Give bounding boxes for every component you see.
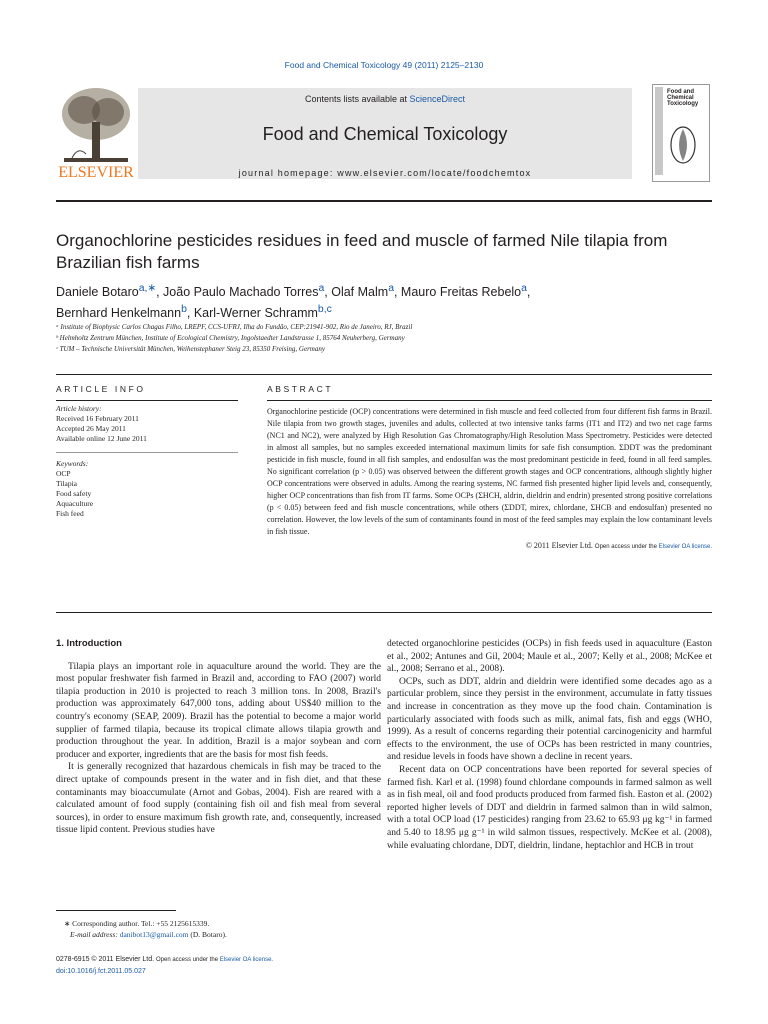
journal-citation[interactable]: Food and Chemical Toxicology 49 (2011) 2125–2130	[284, 60, 484, 70]
paragraph: It is generally recognized that hazardous chemicals in fish may be traced to the direct uptake of compounds present in the water and in fish diet, and that these contaminants may bioaccumulate (Arnot and Gobas, 2004). Fish are reared with a calculated amount of food supply (containing fish oil and fish meal from several sources), in order to ensure maximum fish growth rate, and, consequently, increased tissue lipid content. Previous studies have	[56, 762, 381, 836]
issn-line: 0278-6915 © 2011 Elsevier Ltd. Open access under the Elsevier OA license.	[56, 956, 274, 963]
journal-title: Food and Chemical Toxicology	[262, 124, 508, 144]
abstract-copyright: © 2011 Elsevier Ltd. Open access under the Elsevier OA license.	[525, 541, 712, 550]
abstract-text: Organochlorine pesticide (OCP) concentrations were determined in fish muscle and feed collected from four different fish farms in Brazil. Nile tilapia from two growth stages, juveniles and adults, collected at two intensive tanks farms (IT1 and IT2) and two net cage farms (NC1 and NC2), were analyzed by High Resolution Gas Chromatography/High Resolution Mass Spectrometry. Pesticides were detected in almost all samples, but no samples exceeded international maximum limits for safe fish consumption. ΣDDT was the predominant pesticide in fish muscle, found in all fish samples, and endosulfan was the most predominant pesticide in feed, found in all feed samples. No significant correlation (p > 0.05) was observed between the different growth stages and OCP concentrations, although slightly higher OCP concentrations were observed in adults. Among the rearing systems, NC farmed fish presented higher lipid levels and, consequently, higher OCP concentrations than fish from IT farms. Some OCPs (ΣHCH, aldrin, dieldrin and endrin) presented strong positive correlations (p < 0.05) between feed and fish muscle concentrations, while others (ΣDDT, mirex, chlordane, ΣHCB and endosulfan) presented no correlation. However, the low levels of the sum of contaminants found in most of the feed samples may explain the low contaminant levels in fish tissue.	[267, 407, 712, 536]
abstract	[267, 406, 712, 553]
divider	[56, 452, 238, 453]
paragraph: OCPs, such as DDT, aldrin and dieldrin were identified some decades ago as a particular problem, since they persist in the environment, accumulate in fatty tissues and increase in concentration as they move up the food chain. Contamination is particularly associated with foods such as milk, animal fats, fish and eggs (WHO, 1999). As a result of concerns regarding their potential carcinogenicity and harmful effects to the environment, the use of OCPs has been restricted in many countries, and residue levels in foods have shown a decline in recent years.	[387, 676, 712, 763]
keyword-item: OCP	[56, 469, 71, 478]
author-affil-sup[interactable]: a	[318, 283, 325, 294]
header-rule	[56, 200, 712, 202]
article-info-rule	[56, 400, 238, 401]
author-affil-sup[interactable]: a	[521, 283, 527, 294]
footnote-rule	[56, 910, 176, 911]
affiliation-item: ᵇ Helmholtz Zentrum München, Institute of Ecological Chemistry, Ingolstaedter Landstrasse 1, 85764 Neuherberg, Germany	[56, 334, 405, 342]
history-item: Available online 12 June 2011	[56, 434, 147, 443]
cover-title: Food and Chemical Toxicology	[667, 89, 699, 107]
journal-banner	[138, 88, 632, 179]
keyword-item: Aquaculture	[56, 499, 94, 508]
bottom-imprint	[56, 954, 273, 977]
article-info	[56, 404, 238, 519]
intro-left-column	[56, 638, 381, 837]
author-affil-sup[interactable]: b	[181, 304, 187, 316]
intro-heading: 1. Introduction	[56, 638, 122, 649]
article-info-heading: ARTICLE INFO	[56, 384, 146, 394]
oa-license-link[interactable]: Elsevier OA license.	[219, 957, 274, 963]
paragraph: Tilapia plays an important role in aquaculture around the world. They are the most popular freshwater fish farmed in Brazil and, according to FAO (2007) world tilapia production in 2010 is projected to reach 3 million tons. In 2008, Brazil's production was approximately 647,000 tons, adding about US$40 million to the country's economy (SEAP, 2009). Brazil has the potential to become a major world supplier of farmed tilapia, because its tropical climate allows tilapia growth and production throughout the year. In addition, Brazil is a major soybean and corn producer and exporter, ingredients that are the basis for most fish feeds.	[56, 661, 381, 760]
journal-homepage[interactable]: journal homepage: www.elsevier.com/locate/foodchemtox	[238, 168, 532, 178]
history-item: Received 16 February 2011	[56, 414, 139, 423]
affiliations	[56, 322, 706, 355]
publisher-name: ELSEVIER	[58, 164, 134, 181]
affiliation-item: ᶜ TUM – Technische Universität München, Weihenstephaner Steig 23, 85350 Freising, Germany	[56, 345, 325, 353]
section-rule	[56, 612, 712, 613]
keyword-item: Tilapia	[56, 479, 77, 488]
sciencedirect-link[interactable]: ScienceDirect	[409, 94, 466, 104]
elsevier-logo	[56, 84, 136, 184]
history-label: Article history:	[56, 404, 102, 413]
keyword-item: Fish feed	[56, 509, 84, 518]
email-link[interactable]: danibot13@gmail.com	[119, 930, 189, 939]
oa-license-link[interactable]: Elsevier OA license.	[658, 544, 712, 550]
abstract-rule	[267, 400, 712, 401]
keyword-item: Food safety	[56, 489, 92, 498]
paragraph: Recent data on OCP concentrations have been reported for several species of farmed fish. Karl et al. (1998) found chlordane compounds in farmed salmon as well as in fish meal, oil and food products produced from farmed fish. Easton et al. (2002) reported higher levels of DDT and dieldrin in farmed salmon than in wild salmon, with a total OCP load (17 pesticides) ranging from 23.62 to 65.93 μg kg⁻¹ in farmed and 5.40 to 18.95 μg g⁻¹ in wild salmon tissues, respectively. McKee et al. (2008), while evaluating chlordane, DDT, dieldrin, lindane, heptachlor and HCB in trout	[387, 764, 712, 851]
corresponding-author: ∗ Corresponding author. Tel.: +55 2125615339.	[64, 919, 210, 928]
cover-graphic-icon	[653, 85, 709, 181]
author-affil-sup[interactable]: b,c	[317, 304, 332, 316]
contents-line: Contents lists available at ScienceDirect	[304, 94, 466, 104]
author-affil-sup[interactable]: a,∗	[138, 283, 157, 294]
article-title: Organochlorine pesticides residues in feed and muscle of farmed Nile tilapia from Brazilian fish farms	[56, 231, 668, 272]
authors-line-1: Daniele Botaro$^{a,∗}$, João Paulo Machado Torres$^a$, Olaf Malm$^a$, Mauro Freitas Rebelo$^a$,	[56, 283, 531, 300]
author-affil-sup[interactable]: a	[388, 283, 394, 294]
affiliation-item: ᵃ Institute of Biophysic Carlos Chagas Filho, LREPF, CCS-UFRJ, Ilha do Fundão, CEP:21941-902, Rio de Janeiro, RJ, Brazil	[56, 323, 413, 331]
doi-link[interactable]: doi:10.1016/j.fct.2011.05.027	[56, 968, 146, 975]
intro-right-column	[387, 638, 712, 852]
footnote	[56, 918, 381, 940]
authors-line-2: Bernhard Henkelmann$^b$, Karl-Werner Schramm$^{b,c}$	[56, 304, 332, 321]
keywords-label: Keywords:	[56, 459, 89, 468]
journal-header	[56, 84, 712, 190]
abstract-heading: ABSTRACT	[267, 384, 334, 394]
history-item: Accepted 26 May 2011	[56, 424, 126, 433]
authors	[56, 280, 706, 322]
section-rule	[56, 374, 712, 375]
paragraph: detected organochlorine pesticides (OCPs) in fish feeds used in aquaculture (Easton et al., 2002; Antunes and Gil, 2004; Maule et al., 2007; Kelly et al., 2008; McKee et al., 2008; Serrano et al., 2008).	[387, 639, 712, 675]
email-line: E-mail address: danibot13@gmail.com (D. Botaro).	[70, 930, 227, 939]
journal-cover-thumbnail[interactable]	[652, 84, 710, 182]
